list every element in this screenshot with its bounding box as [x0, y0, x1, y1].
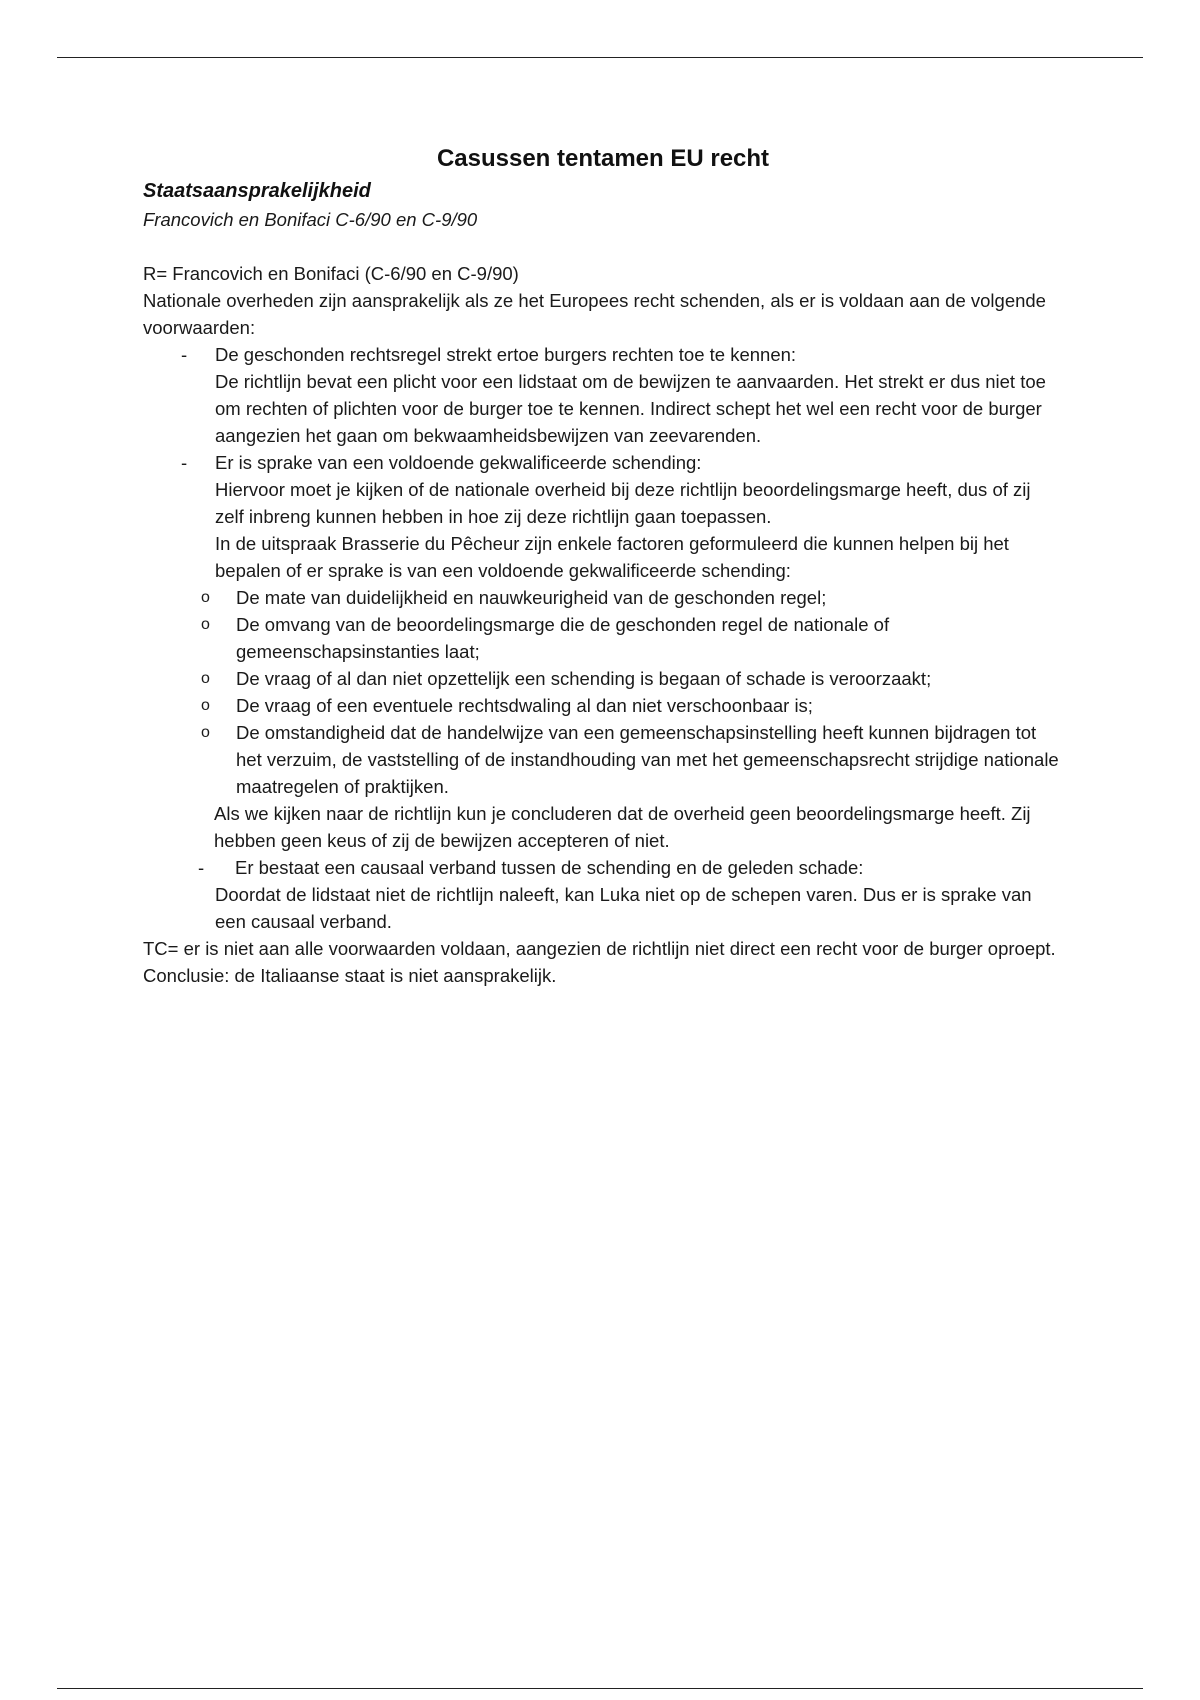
condition-item	[143, 449, 1063, 854]
condition-item	[143, 341, 1063, 449]
factor-text: De omvang van de beoordelingsmarge die de geschonden regel de nationale of gemeenschapsinstanties laat;	[236, 614, 890, 662]
condition-head: Er bestaat een causaal verband tussen de schending en de geleden schade:	[235, 857, 864, 878]
intro-paragraph: Nationale overheden zijn aansprakelijk als ze het Europees recht schenden, als er is voldaan aan de volgende voorwaarden:	[143, 290, 1046, 338]
conditions-list	[143, 341, 1063, 935]
condition-body: Hiervoor moet je kijken of de nationale overheid bij deze richtlijn beoordelingsmarge heeft, dus of zij zelf inbreng kunnen hebben in hoe zij deze richtlijn gaan toepassen.	[215, 479, 1031, 527]
factor-text: De mate van duidelijkheid en nauwkeurigheid van de geschonden regel;	[236, 587, 827, 608]
condition-head: Er is sprake van een voldoende gekwalificeerde schending:	[215, 452, 702, 473]
factor-text: De vraag of al dan niet opzettelijk een schending is begaan of schade is veroorzaakt;	[236, 668, 932, 689]
factor-item	[143, 719, 1063, 800]
header-rule	[57, 57, 1143, 58]
page-title: Casussen tentamen EU recht	[436, 145, 770, 172]
condition-item	[143, 854, 1063, 935]
rule-line: R= Francovich en Bonifaci (C-6/90 en C-9/90)	[143, 263, 519, 284]
circle-bullet: o	[201, 589, 210, 606]
circle-bullet: o	[201, 724, 210, 741]
dash-bullet: -	[181, 344, 188, 365]
factor-item	[143, 611, 1063, 665]
case-reference: Francovich en Bonifaci C-6/90 en C-9/90	[143, 209, 478, 230]
condition-conclusion: Als we kijken naar de richtlijn kun je concluderen dat de overheid geen beoordelingsmarge heeft. Zij hebben geen keus of zij de bewijzen accepteren of niet.	[214, 803, 1031, 851]
document-body	[143, 142, 1063, 989]
circle-bullet: o	[201, 616, 210, 633]
tc-paragraph: TC= er is niet aan alle voorwaarden voldaan, aangezien de richtlijn niet direct een recht voor de burger oproept.	[143, 938, 1056, 959]
conclusion-paragraph: Conclusie: de Italiaanse staat is niet aansprakelijk.	[143, 965, 557, 986]
circle-bullet: o	[201, 697, 210, 714]
footer-rule	[57, 1688, 1143, 1689]
factor-item	[143, 692, 1063, 719]
dash-bullet: -	[198, 857, 205, 878]
dash-bullet: -	[181, 452, 188, 473]
condition-body: De richtlijn bevat een plicht voor een lidstaat om de bewijzen te aanvaarden. Het strekt er dus niet toe om rechten of plichten voor de burger toe te kennen. Indirect schept het wel een recht voor de burger aangezien het gaan om bekwaamheidsbewijzen van zeevarenden.	[215, 371, 1046, 446]
factors-list	[143, 584, 1063, 800]
factor-item	[143, 584, 1063, 611]
condition-body-2: In de uitspraak Brasserie du Pêcheur zijn enkele factoren geformuleerd die kunnen helpen bij het bepalen of er sprake is van een voldoende gekwalificeerde schending:	[215, 533, 1009, 581]
condition-head: De geschonden rechtsregel strekt ertoe burgers rechten toe te kennen:	[215, 344, 797, 365]
factor-text: De vraag of een eventuele rechtsdwaling al dan niet verschoonbaar is;	[236, 695, 813, 716]
circle-bullet: o	[201, 670, 210, 687]
factor-item	[143, 665, 1063, 692]
factor-text: De omstandigheid dat de handelwijze van een gemeenschapsinstelling heeft kunnen bijdragen tot het verzuim, de vaststelling of de instandhouding van met het gemeenschapsrecht strijdige nationale maatregelen of praktijken.	[236, 722, 1059, 797]
condition-body: Doordat de lidstaat niet de richtlijn naleeft, kan Luka niet op de schepen varen. Dus er is sprake van een causaal verband.	[215, 884, 1032, 932]
section-heading: Staatsaansprakelijkheid	[143, 180, 371, 202]
